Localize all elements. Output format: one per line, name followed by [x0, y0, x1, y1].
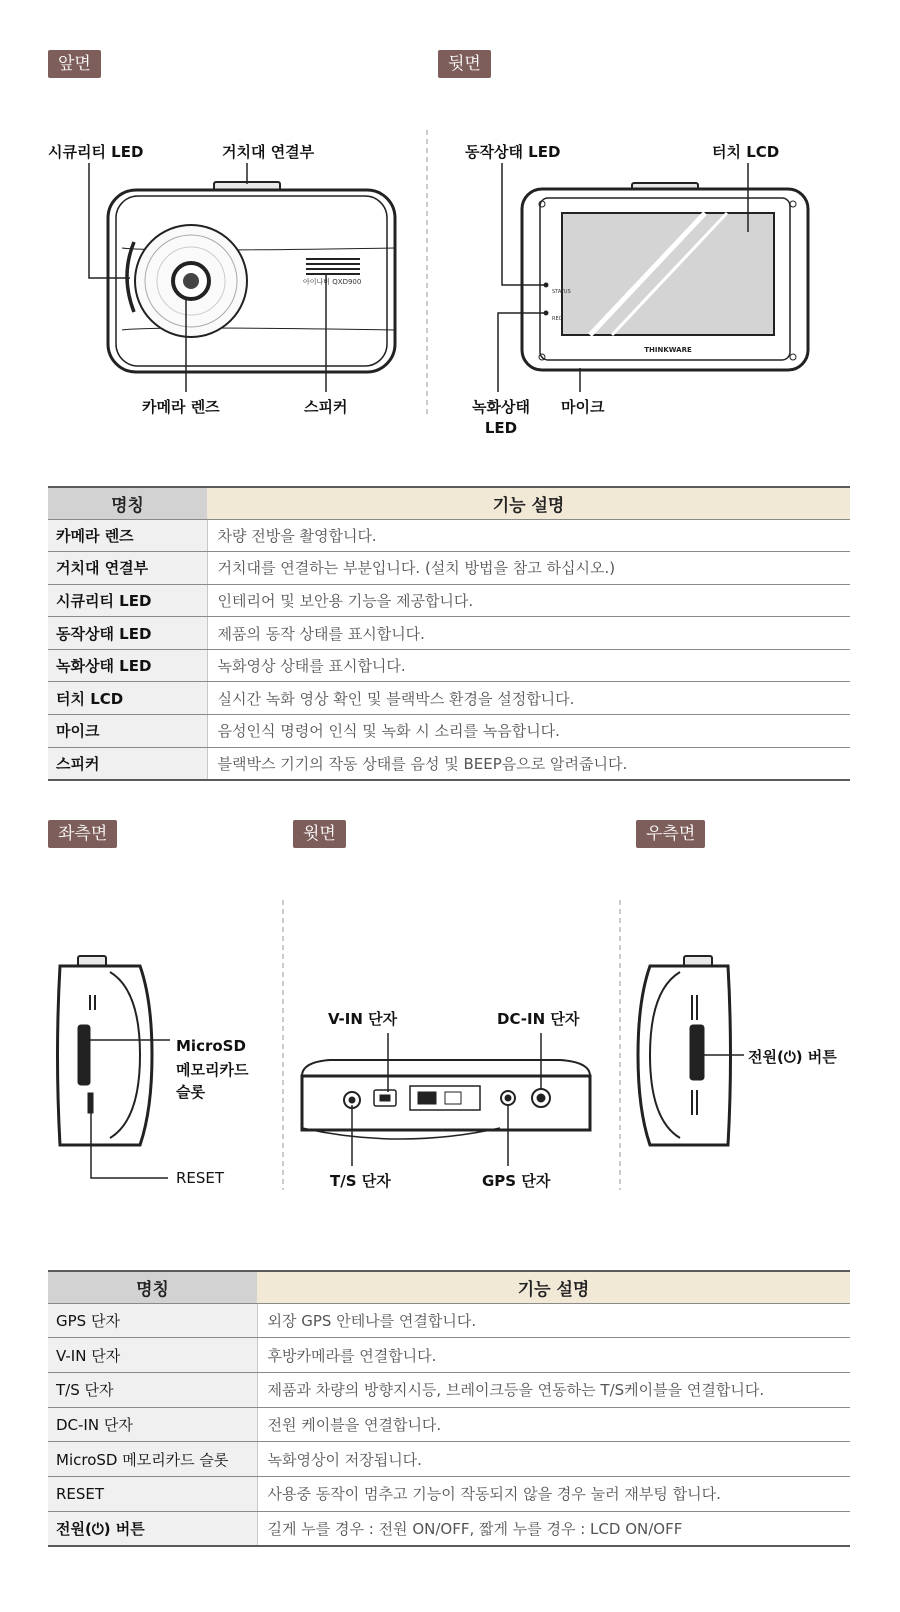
power-icon: ⏻	[783, 1048, 796, 1066]
table-row: 마이크 음성인식 명령어 인식 및 녹화 시 소리를 녹음합니다.	[48, 715, 850, 748]
section-tag-back: 뒷면	[438, 50, 491, 78]
svg-text:REC: REC	[552, 316, 563, 322]
section-tag-right-side: 우측면	[636, 820, 705, 848]
label-ts: T/S 단자	[330, 1172, 391, 1190]
label-mic: 마이크	[561, 398, 605, 416]
label-status-led: 동작상태 LED	[465, 143, 561, 161]
table-row: 동작상태 LED 제품의 동작 상태를 표시합니다.	[48, 617, 850, 650]
spec-table-sides-top	[48, 1270, 850, 1547]
label-microsd-line2: 메모리카드	[176, 1061, 249, 1079]
table-row: 거치대 연결부 거치대를 연결하는 부분입니다. (설치 방법을 참고 하십시오.)	[48, 552, 850, 585]
table-row: 카메라 렌즈 차량 전방을 촬영합니다.	[48, 519, 850, 552]
section-tag-top: 윗면	[293, 820, 346, 848]
label-microsd-line3: 슬롯	[176, 1083, 205, 1101]
label-camera-lens: 카메라 렌즈	[142, 398, 220, 416]
label-security-led: 시큐리티 LED	[48, 143, 144, 161]
table-row: V-IN 단자 후방카메라를 연결합니다.	[48, 1338, 850, 1373]
table-header: 명칭 기능 설명	[48, 487, 850, 519]
label-rec-led-line2: LED	[484, 419, 518, 437]
section-tag-left-side: 좌측면	[48, 820, 117, 848]
label-gps: GPS 단자	[482, 1172, 551, 1190]
table-row: 전원(⏻) 버튼 길게 누를 경우 : 전원 ON/OFF, 짧게 누를 경우 : LCD ON/OFF	[48, 1511, 850, 1546]
table-row: 스피커 블랙박스 기기의 작동 상태를 음성 및 BEEP음으로 알려줍니다.	[48, 747, 850, 780]
back-device	[522, 183, 808, 370]
table-row: MicroSD 메모리카드 슬롯 녹화영상이 저장됩니다.	[48, 1442, 850, 1477]
label-touch-lcd: 터치 LCD	[712, 143, 780, 161]
label-mount: 거치대 연결부	[222, 143, 315, 161]
top-device	[302, 1060, 590, 1139]
power-icon: ⏻	[91, 1519, 104, 1538]
label-speaker: 스피커	[304, 398, 348, 416]
front-model-text: 아이나비 QXD900	[303, 278, 362, 286]
right-side-device	[638, 956, 731, 1145]
label-power-button: 전원(⏻) 버튼	[748, 1048, 837, 1066]
table-row: RESET 사용중 동작이 멈추고 기능이 작동되지 않을 경우 눌러 재부팅 합니다.	[48, 1476, 850, 1511]
table-row: DC-IN 단자 전원 케이블을 연결합니다.	[48, 1407, 850, 1442]
table-row: 녹화상태 LED 녹화영상 상태를 표시합니다.	[48, 649, 850, 682]
table-row: T/S 단자 제품과 차량의 방향지시등, 브레이크등을 연동하는 T/S케이블을 연결합니다.	[48, 1372, 850, 1407]
label-reset: RESET	[176, 1169, 225, 1187]
table-row: GPS 단자 외장 GPS 안테나를 연결합니다.	[48, 1303, 850, 1338]
spec-table-front-back	[48, 486, 850, 781]
svg-text:STATUS: STATUS	[552, 289, 571, 295]
front-device	[108, 182, 395, 372]
back-brand: THINKWARE	[644, 346, 692, 354]
label-rec-led-line1: 녹화상태	[472, 398, 530, 416]
label-dcin: DC-IN 단자	[497, 1010, 580, 1028]
table-row: 시큐리티 LED 인테리어 및 보안용 기능을 제공합니다.	[48, 584, 850, 617]
label-microsd-line1: MicroSD	[176, 1037, 246, 1055]
section-tag-front: 앞면	[48, 50, 101, 78]
label-vin: V-IN 단자	[328, 1010, 398, 1028]
table-row: 터치 LCD 실시간 녹화 영상 확인 및 블랙박스 환경을 설정합니다.	[48, 682, 850, 715]
table-header: 명칭 기능 설명	[48, 1271, 850, 1303]
left-side-device	[58, 956, 153, 1145]
